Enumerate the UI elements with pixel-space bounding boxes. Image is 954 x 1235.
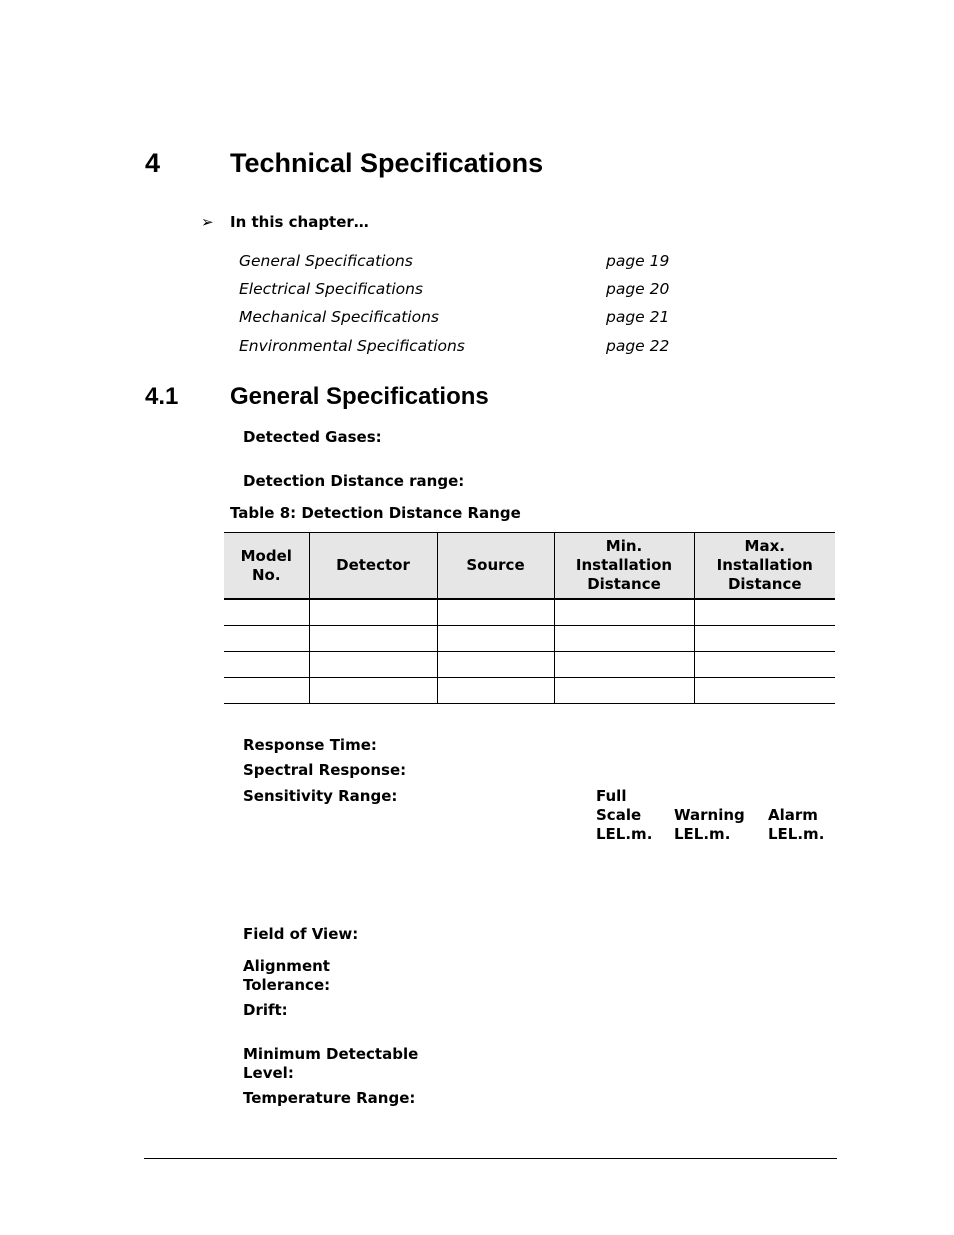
- table-caption: Table 8: Detection Distance Range: [230, 504, 521, 522]
- toc-entry-page[interactable]: page 20: [606, 280, 670, 298]
- header-model-no: Model No.: [224, 533, 309, 600]
- toc-entry-page[interactable]: page 19: [606, 252, 670, 270]
- table-cell: [224, 678, 309, 704]
- toc-entry-page[interactable]: page 22: [606, 337, 670, 355]
- table-cell: [224, 599, 309, 626]
- sensitivity-warning-header: Warning LEL.m.: [674, 806, 745, 843]
- detected-gases-label: Detected Gases:: [243, 428, 382, 446]
- toc-entry-page[interactable]: page 21: [606, 308, 670, 326]
- table-cell: [309, 652, 437, 678]
- table-cell: [694, 678, 835, 704]
- table-cell: [554, 678, 694, 704]
- toc-entry-title[interactable]: Mechanical Specifications: [239, 308, 439, 326]
- header-source: Source: [437, 533, 554, 600]
- sensitivity-alarm-header: Alarm LEL.m.: [768, 806, 825, 843]
- table-cell: [437, 652, 554, 678]
- in-this-chapter-label: In this chapter…: [230, 213, 369, 231]
- footer-divider: [144, 1158, 837, 1159]
- table-row: [224, 678, 835, 704]
- detection-distance-label: Detection Distance range:: [243, 472, 465, 490]
- header-min-installation-distance: Min. Installation Distance: [554, 533, 694, 600]
- temperature-range-label: Temperature Range:: [243, 1089, 416, 1107]
- table-cell: [694, 652, 835, 678]
- section-number: 4.1: [145, 383, 179, 410]
- sensitivity-full-scale-header: Full Scale LEL.m.: [596, 787, 653, 843]
- sensitivity-range-label: Sensitivity Range:: [243, 787, 398, 805]
- toc-entry-title[interactable]: Environmental Specifications: [239, 337, 465, 355]
- table-cell: [554, 652, 694, 678]
- minimum-detectable-level-label: Minimum Detectable Level:: [243, 1045, 419, 1082]
- toc-entry-title[interactable]: General Specifications: [239, 252, 413, 270]
- alignment-tolerance-label: Alignment Tolerance:: [243, 957, 331, 994]
- section-title: General Specifications: [230, 383, 489, 410]
- toc-entry-title[interactable]: Electrical Specifications: [239, 280, 424, 298]
- table-cell: [437, 626, 554, 652]
- response-time-label: Response Time:: [243, 736, 377, 754]
- table-cell: [694, 626, 835, 652]
- table-cell: [309, 599, 437, 626]
- table-row: [224, 652, 835, 678]
- field-of-view-label: Field of View:: [243, 925, 359, 943]
- table-row: [224, 626, 835, 652]
- table-row: [224, 599, 835, 626]
- table-cell: [554, 626, 694, 652]
- header-detector: Detector: [309, 533, 437, 600]
- table-header-row: [224, 533, 835, 600]
- table-cell: [224, 626, 309, 652]
- arrow-bullet-icon: ➢: [201, 213, 214, 231]
- table-cell: [437, 678, 554, 704]
- table-cell: [309, 626, 437, 652]
- table-cell: [554, 599, 694, 626]
- drift-label: Drift:: [243, 1001, 288, 1019]
- chapter-number: 4: [145, 148, 161, 178]
- table-cell: [224, 652, 309, 678]
- table-cell: [437, 599, 554, 626]
- header-max-installation-distance: Max. Installation Distance: [694, 533, 835, 600]
- spectral-response-label: Spectral Response:: [243, 761, 407, 779]
- table-cell: [309, 678, 437, 704]
- table-cell: [694, 599, 835, 626]
- detection-distance-table: [224, 532, 835, 704]
- chapter-title: Technical Specifications: [230, 148, 544, 178]
